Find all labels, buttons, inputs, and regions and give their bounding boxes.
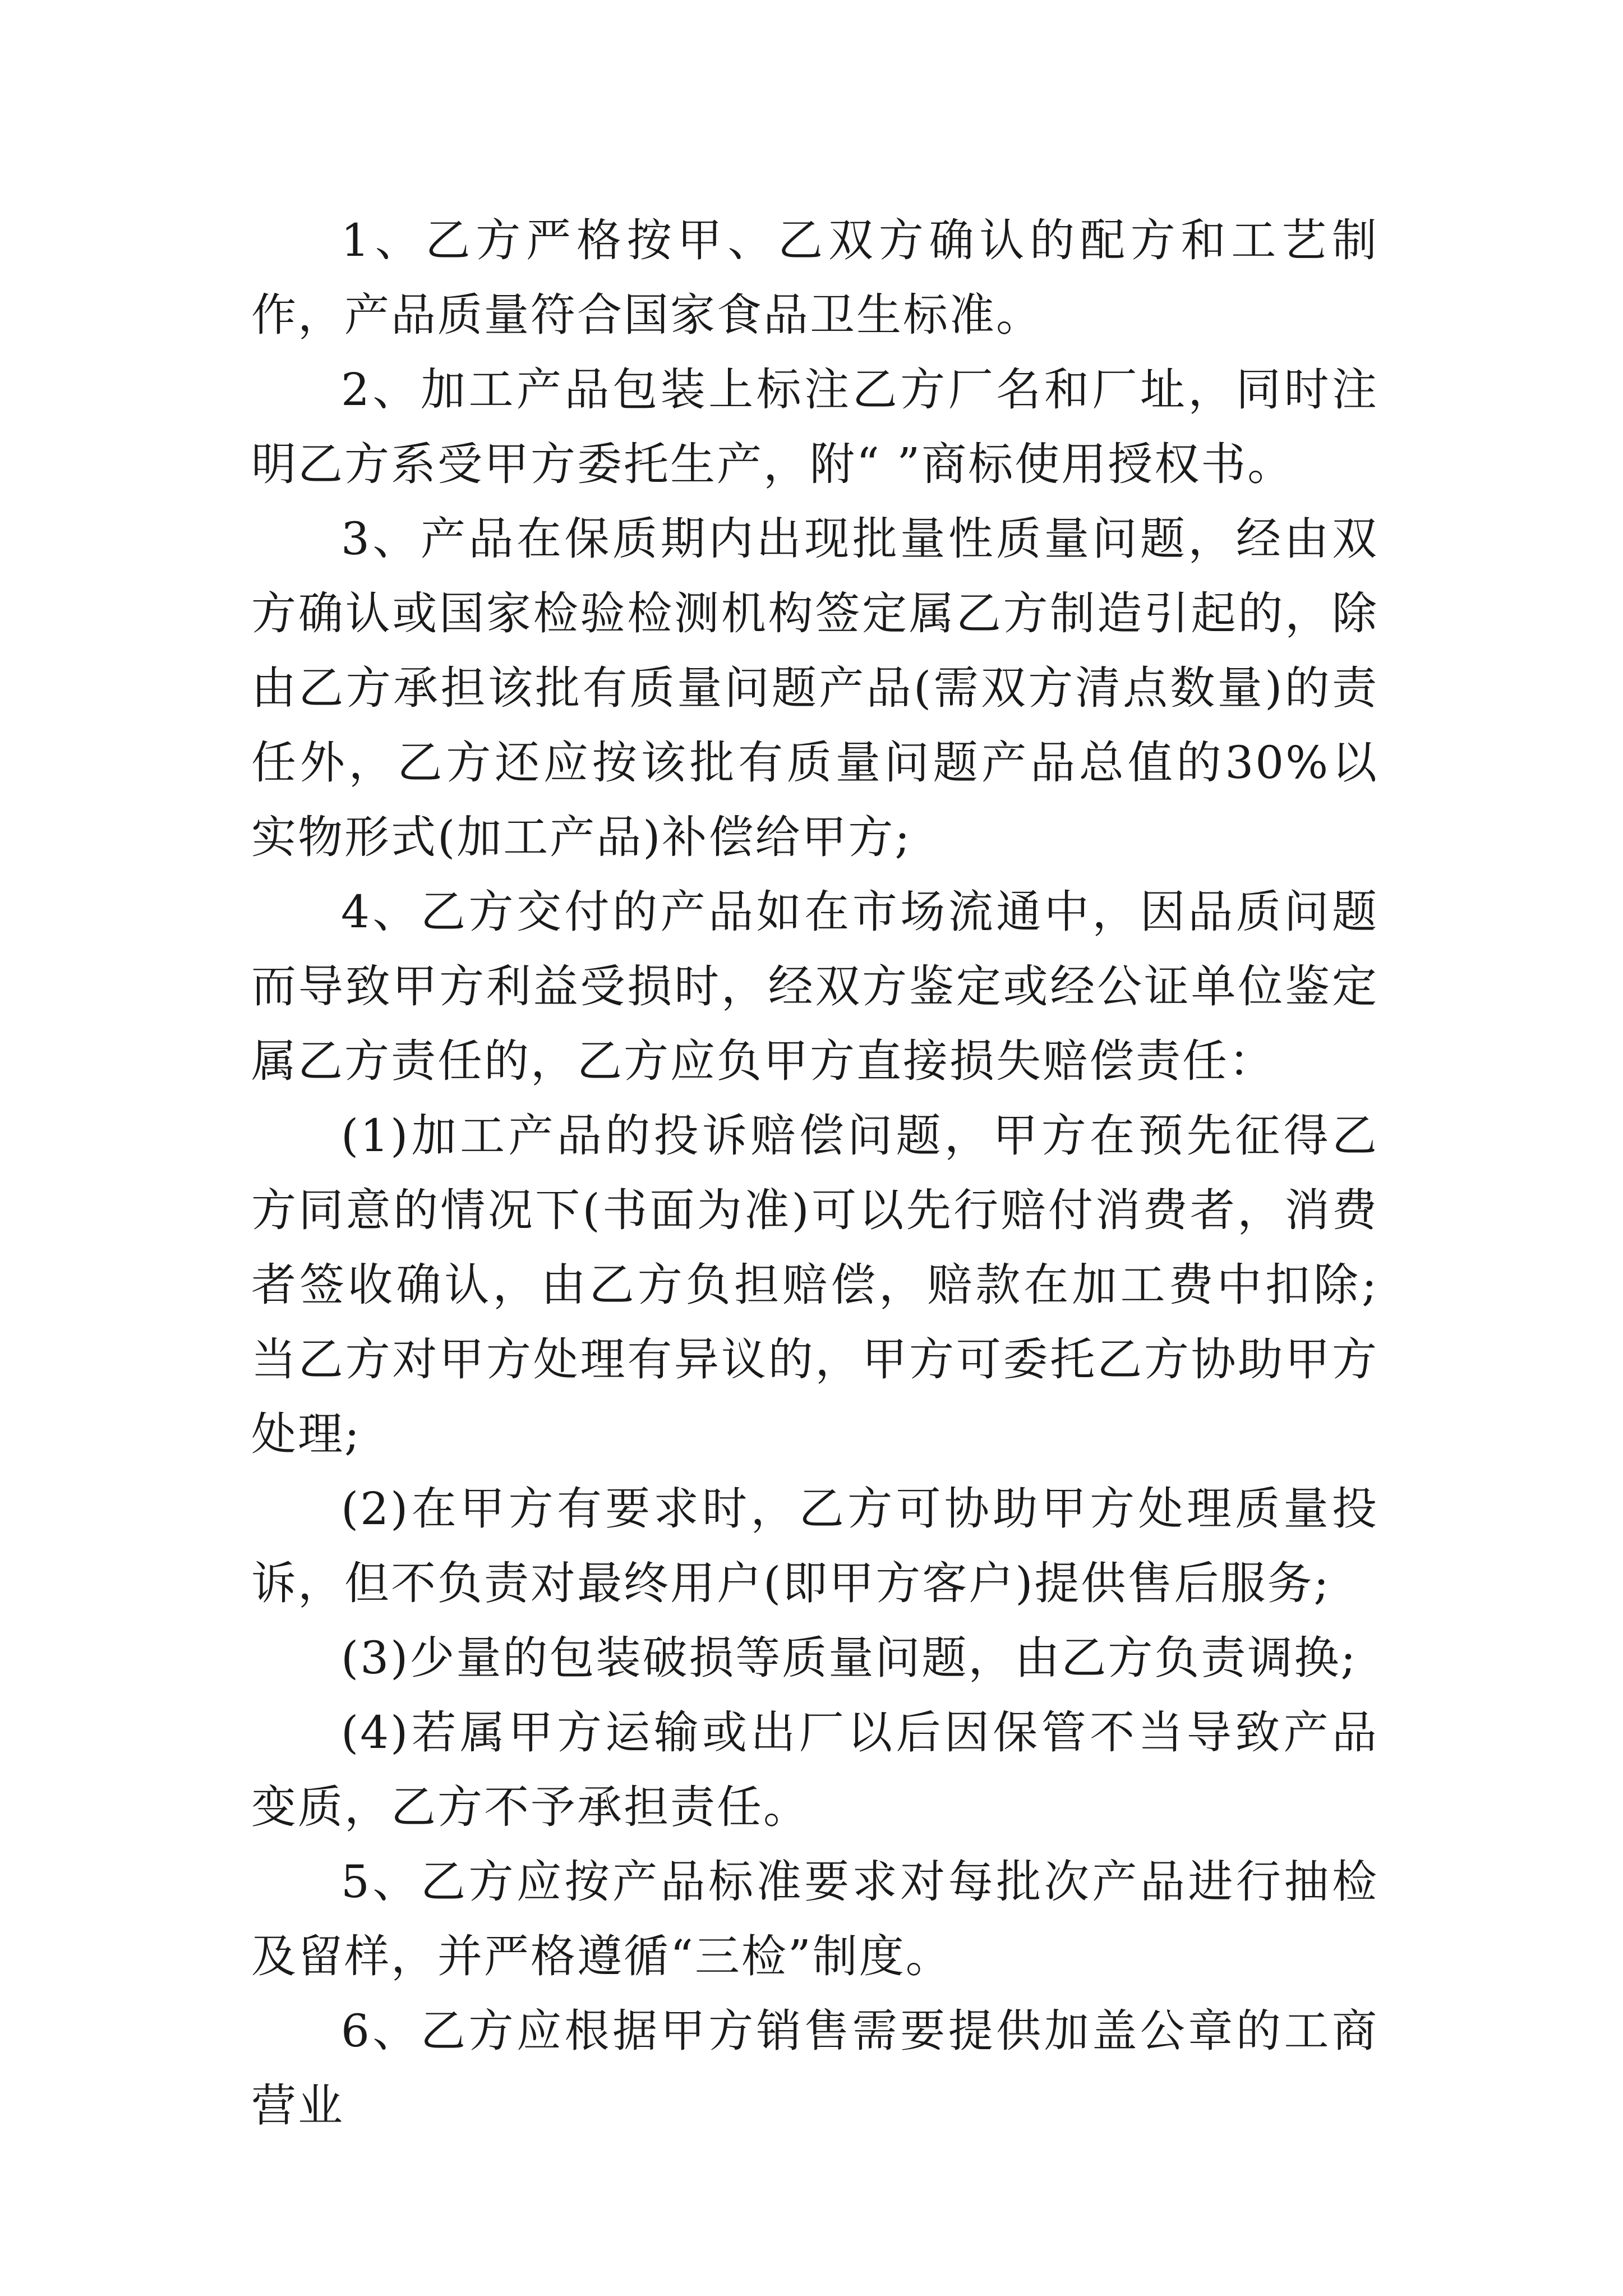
clause-5: 5、乙方应按产品标准要求对每批次产品进行抽检及留样，并严格遵循“三检”制度。 <box>251 1856 1378 1982</box>
clause-6: 6、乙方应根据甲方销售需要提供加盖公章的工商营业 <box>251 2005 1378 2132</box>
clause-4-item-3: (3)少量的包装破损等质量问题，由乙方负责调换; <box>341 1632 1358 1684</box>
clause-3: 3、产品在保质期内出现批量性质量问题，经由双方确认或国家检验检测机构签定属乙方制造引起的，除由乙方承担该批有质量问题产品(需双方清点数量)的责任外，乙方还应按该批有质量问题产品总值的30%以实物形式(加工产品)补偿给甲方; <box>251 513 1378 863</box>
clause-4-item-4: (4)若属甲方运输或出厂以后因保管不当导致产品变质，乙方不予承担责任。 <box>251 1706 1378 1833</box>
clause-2: 2、加工产品包装上标注乙方厂名和厂址，同时注明乙方系受甲方委托生产，附“ ”商标使用授权书。 <box>251 364 1378 490</box>
document-body <box>251 203 1378 2143</box>
clause-1: 1、乙方严格按甲、乙双方确认的配方和工艺制作，产品质量符合国家食品卫生标准。 <box>251 214 1378 341</box>
clause-4: 4、乙方交付的产品如在市场流通中，因品质问题而导致甲方利益受损时，经双方鉴定或经公证单位鉴定属乙方责任的，乙方应负甲方直接损失赔偿责任： <box>251 886 1378 1087</box>
clause-4-item-1: (1)加工产品的投诉赔偿问题，甲方在预先征得乙方同意的情况下(书面为准)可以先行赔付消费者，消费者签收确认，由乙方负担赔偿，赔款在加工费中扣除;当乙方对甲方处理有异议的，甲方可委托乙方协助甲方处理; <box>251 1110 1378 1460</box>
clause-4-item-2: (2)在甲方有要求时，乙方可协助甲方处理质量投诉，但不负责对最终用户(即甲方客户)提供售后服务; <box>251 1483 1378 1609</box>
